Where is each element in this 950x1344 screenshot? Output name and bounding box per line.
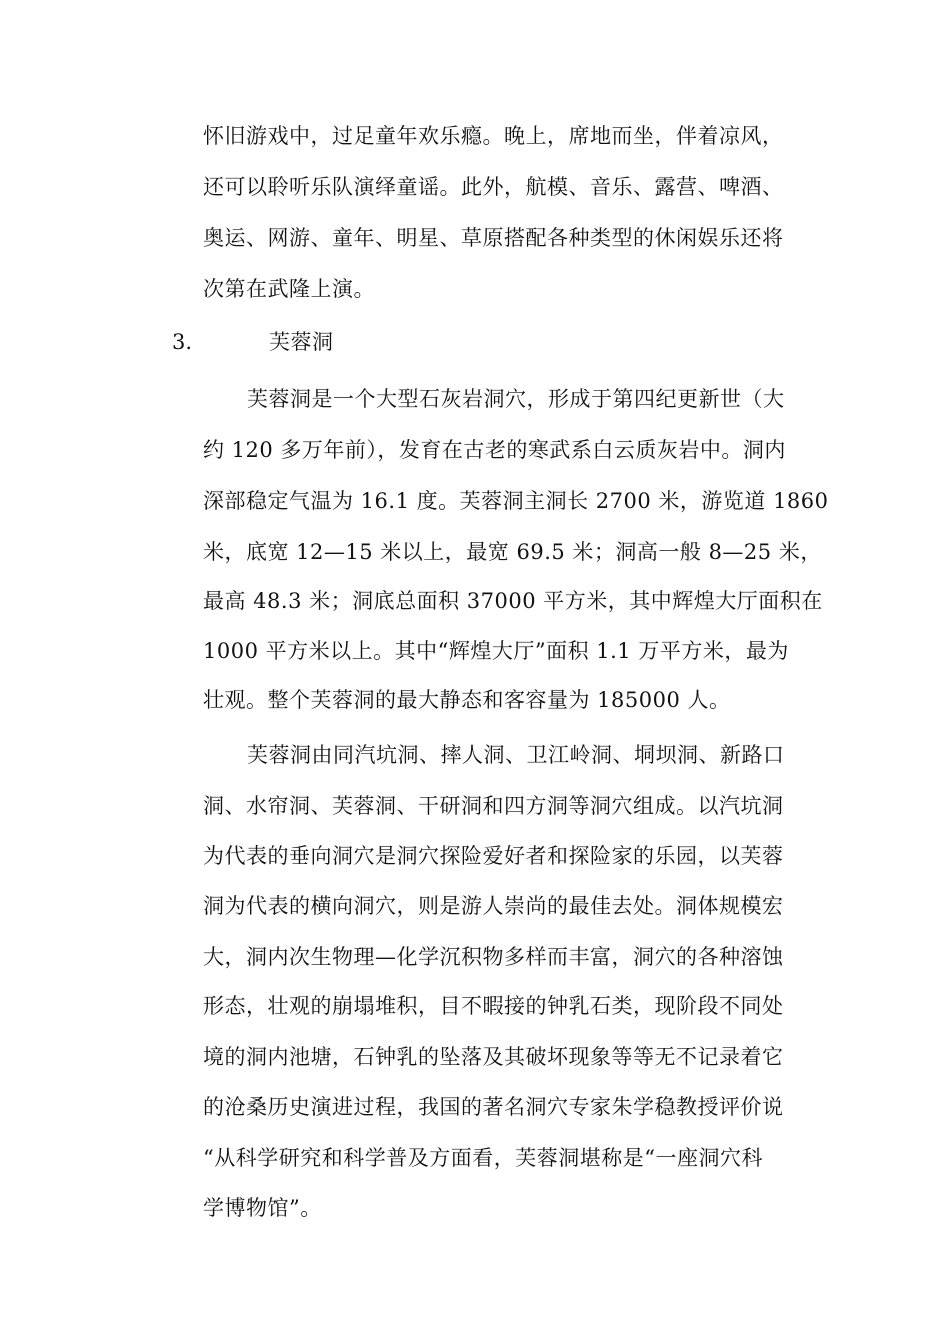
paragraph-2-line: 为代表的垂向洞穴是洞穴探险爱好者和探险家的乐园，以芙蓉 [203, 844, 784, 868]
paragraph-2-line: 形态，壮观的崩塌堆积，目不暇接的钟乳石类，现阶段不同处 [203, 994, 784, 1018]
paragraph-2-line: 芙蓉洞由同汽坑洞、摔人洞、卫江岭洞、垌坝洞、新路口 [247, 743, 785, 767]
paragraph-1-line: 1000 平方米以上。其中“辉煌大厅”面积 1.1 万平方米，最为 [203, 639, 789, 663]
paragraph-1-line: 最高 48.3 米；洞底总面积 37000 平方米，其中辉煌大厅面积在 [203, 589, 823, 613]
paragraph-2-line: 的沧桑历史演进过程，我国的著名洞穴专家朱学稳教授评价说 [203, 1095, 784, 1119]
paragraph-1-line: 深部稳定气温为 16.1 度。芙蓉洞主洞长 2700 米，游览道 1860 [203, 489, 829, 513]
section-title: 芙蓉洞 [269, 330, 334, 354]
body-text-line: 还可以聆听乐队演绎童谣。此外，航模、音乐、露营、啤酒、 [203, 175, 784, 199]
body-text-line: 奥运、网游、童年、明星、草原搭配各种类型的休闲娱乐还将 [203, 226, 784, 250]
paragraph-2-line: 学博物馆”。 [203, 1196, 322, 1220]
paragraph-1-line: 芙蓉洞是一个大型石灰岩洞穴，形成于第四纪更新世（大 [247, 387, 785, 411]
paragraph-2-line: 大，洞内次生物理—化学沉积物多样而丰富，洞穴的各种溶蚀 [203, 945, 784, 969]
paragraph-2-line: “从科学研究和科学普及方面看，芙蓉洞堪称是“一座洞穴科 [203, 1146, 763, 1170]
paragraph-2-line: 洞、水帘洞、芙蓉洞、干研洞和四方洞等洞穴组成。以汽坑洞 [203, 794, 784, 818]
paragraph-1-line: 壮观。整个芙蓉洞的最大静态和客容量为 185000 人。 [203, 688, 731, 712]
body-text-line: 怀旧游戏中，过足童年欢乐瘾。晚上，席地而坐，伴着凉风， [203, 124, 784, 148]
paragraph-1-line: 米，底宽 12—15 米以上，最宽 69.5 米；洞高一般 8—25 米， [203, 540, 822, 564]
body-text-line: 次第在武隆上演。 [203, 277, 375, 301]
section-number: 3. [172, 330, 193, 354]
paragraph-2-line: 洞为代表的横向洞穴，则是游人崇尚的最佳去处。洞体规模宏 [203, 894, 784, 918]
paragraph-1-line: 约 120 多万年前），发育在古老的寒武系白云质灰岩中。洞内 [203, 438, 786, 462]
paragraph-2-line: 境的洞内池塘，石钟乳的坠落及其破坏现象等等无不记录着它 [203, 1045, 784, 1069]
